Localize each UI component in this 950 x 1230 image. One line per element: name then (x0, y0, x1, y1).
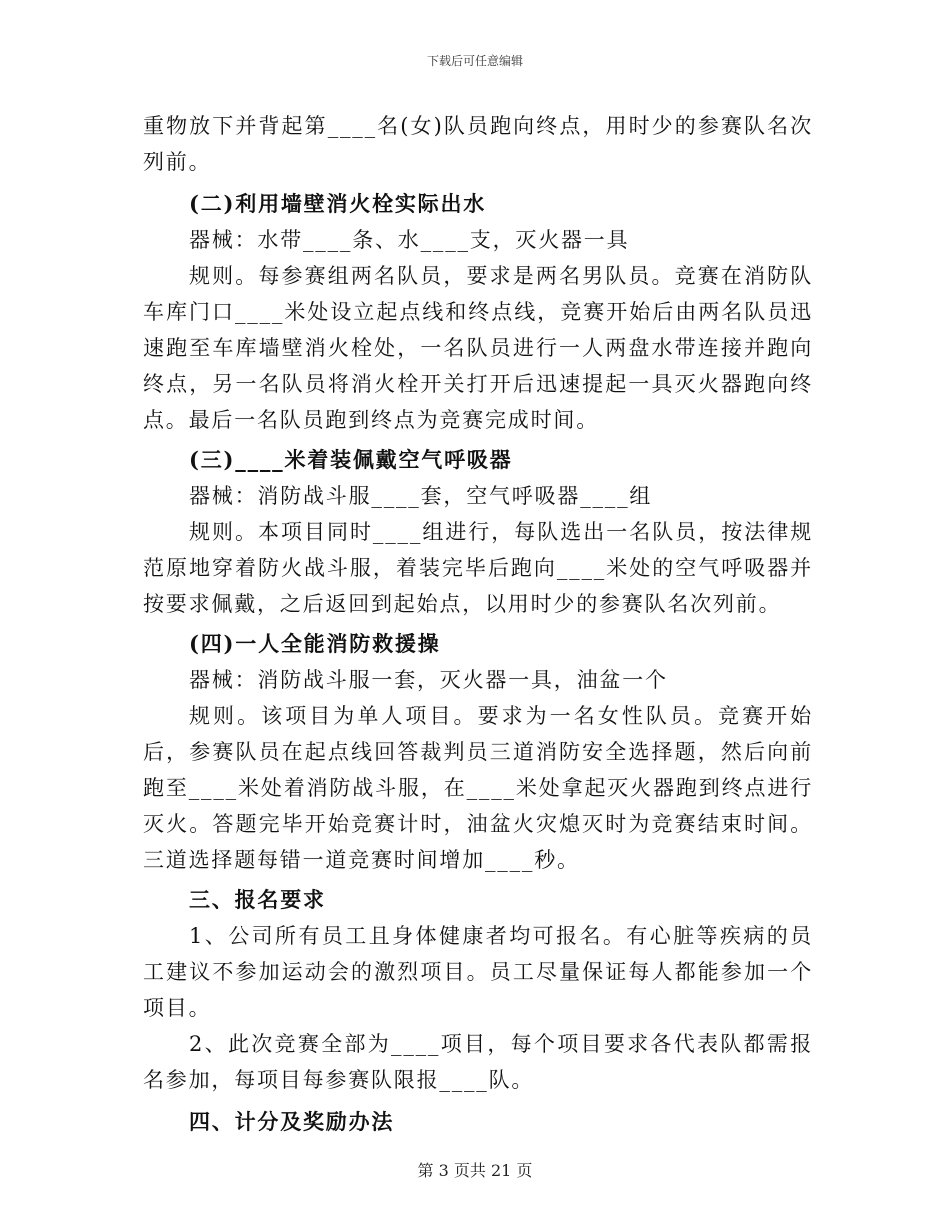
rules-paragraph-3: 规则。本项目同时____组进行，每队选出一名队员，按法律规范原地穿着防火战斗服，着装完毕后跑向____米处的空气呼吸器并按要求佩戴，之后返回到起始点，以用时少的参赛队名次列前。 (143, 520, 813, 616)
section-heading-registration: 三、报名要求 (189, 887, 326, 912)
section-heading-scoring: 四、计分及奖励办法 (189, 1109, 395, 1134)
rules-paragraph-2: 规则。每参赛组两名队员，要求是两名男队员。竞赛在消防队车库门口____米处设立起点线和终点线，竞赛开始后由两名队员迅速跑至车库墙壁消火栓处，一名队员进行一人两盘水带连接并跑向终点，另一名队员将消火栓开关打开后迅速提起一具灭火器跑向终点。最后一名队员跑到终点为竞赛完成时间。 (143, 264, 813, 432)
document-body (143, 108, 813, 1140)
section-heading-2: (二)利用墙壁消火栓实际出水 (189, 191, 487, 216)
paragraph-continuation: 重物放下并背起第____名(女)队员跑向终点，用时少的参赛队名次列前。 (143, 114, 813, 174)
page-header: 下载后可任意编辑 (426, 54, 523, 68)
equipment-line-2: 器械：水带____条、水____支，灭火器一具 (189, 228, 630, 252)
equipment-line-3: 器械：消防战斗服____套，空气呼吸器____组 (189, 484, 653, 508)
equipment-line-4: 器械：消防战斗服一套，灭火器一具，油盆一个 (189, 668, 668, 692)
page-footer: 第 3 页共 21 页 (417, 1161, 533, 1180)
registration-item-2: 2、此次竞赛全部为____项目，每个项目要求各代表队都需报名参加，每项目每参赛队限报____队。 (143, 1032, 813, 1092)
section-heading-3: (三)____米着装佩戴空气呼吸器 (189, 447, 513, 472)
rules-paragraph-4: 规则。该项目为单人项目。要求为一名女性队员。竞赛开始后，参赛队员在起点线回答裁判员三道消防安全选择题，然后向前跑至____米处着消防战斗服，在____米处拿起灭火器跑到终点进行灭火。答题完毕开始竞赛计时，油盆火灾熄灭时为竞赛结束时间。三道选择题每错一道竞赛时间增加____秒。 (143, 704, 813, 872)
section-heading-4: (四)一人全能消防救援操 (189, 631, 441, 656)
registration-item-1: 1、公司所有员工且身体健康者均可报名。有心脏等疾病的员工建议不参加运动会的激烈项目。员工尽量保证每人都能参加一个项目。 (143, 924, 813, 1020)
